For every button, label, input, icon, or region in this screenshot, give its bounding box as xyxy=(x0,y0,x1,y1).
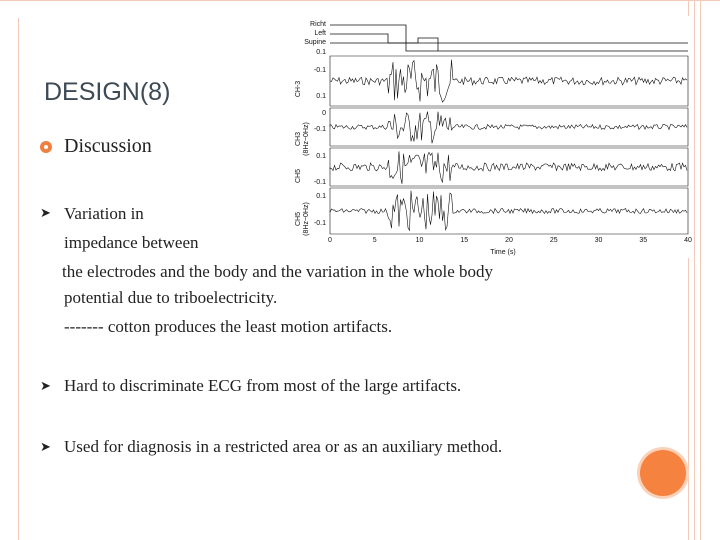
bullet-1-line-4: potential due to triboelectricity. xyxy=(64,288,278,307)
slide-title: DESIGN(8) xyxy=(44,78,171,106)
x-tick-label: 10 xyxy=(415,237,424,244)
arrow-bullet-icon: ➤ xyxy=(40,439,51,454)
y-tick-label: -0.1 xyxy=(313,220,326,227)
x-axis-label: Time (s) xyxy=(490,249,516,256)
x-tick-label: 35 xyxy=(639,237,648,244)
arrow-bullet-icon: ➤ xyxy=(40,205,51,220)
posture-trace xyxy=(330,34,688,43)
y-tick-label: -0.1 xyxy=(313,67,326,74)
x-tick-label: 20 xyxy=(505,237,513,244)
channel-label: CH3 xyxy=(295,131,302,147)
bullet-1-line-3: the electrodes and the body and the variation in the whole body xyxy=(62,262,494,281)
bullet-3: Used for diagnosis in a restricted area or as an auxiliary method. xyxy=(64,437,503,456)
signal-trace xyxy=(330,151,687,183)
posture-label: Richt xyxy=(310,21,326,28)
channel-label: CH5 xyxy=(295,211,302,227)
bullet-2: Hard to discriminate ECG from most of the large artifacts. xyxy=(64,376,462,395)
channel-label: CH-3 xyxy=(295,80,302,98)
posture-trace xyxy=(330,38,438,51)
bullet-1-line-5: ------- cotton produces the least motion artifacts. xyxy=(64,317,393,336)
x-tick-label: 25 xyxy=(549,237,558,244)
bullet-1-line-2: impedance between xyxy=(64,233,199,252)
posture-trace xyxy=(330,25,688,51)
y-tick-label: 0 xyxy=(322,110,326,117)
y-tick-label: -0.1 xyxy=(313,126,326,133)
y-tick-label: 0.1 xyxy=(316,93,326,100)
y-tick-label: 0.1 xyxy=(316,49,326,56)
decorative-circle xyxy=(640,450,686,496)
channel-label: (8Hz~0Hz) xyxy=(303,202,310,236)
y-tick-label: -0.1 xyxy=(313,179,326,186)
x-tick-label: 40 xyxy=(684,237,692,244)
posture-label: Left xyxy=(314,30,326,37)
section-heading: Discussion xyxy=(64,135,152,157)
signal-trace xyxy=(330,60,687,103)
frame-right-line xyxy=(700,0,701,540)
x-tick-label: 5 xyxy=(372,237,377,244)
frame-right-line xyxy=(694,0,695,540)
bullet-1-line-1: Variation in xyxy=(64,204,144,223)
channel-label: CH5 xyxy=(295,168,302,184)
channel-label: (8Hz~0Hz) xyxy=(303,122,310,156)
signal-trace xyxy=(330,112,687,144)
frame-left-line xyxy=(18,18,19,540)
arrow-bullet-icon: ➤ xyxy=(40,378,51,393)
x-tick-label: 0 xyxy=(328,237,332,244)
gear-bullet-icon xyxy=(40,141,52,153)
y-tick-label: 0.1 xyxy=(316,193,326,200)
posture-label: Supine xyxy=(304,39,326,46)
signal-trace xyxy=(330,191,687,231)
x-tick-label: 15 xyxy=(460,237,469,244)
x-tick-label: 30 xyxy=(594,237,603,244)
signal-figure xyxy=(288,16,690,258)
y-tick-label: 0.1 xyxy=(316,153,326,160)
